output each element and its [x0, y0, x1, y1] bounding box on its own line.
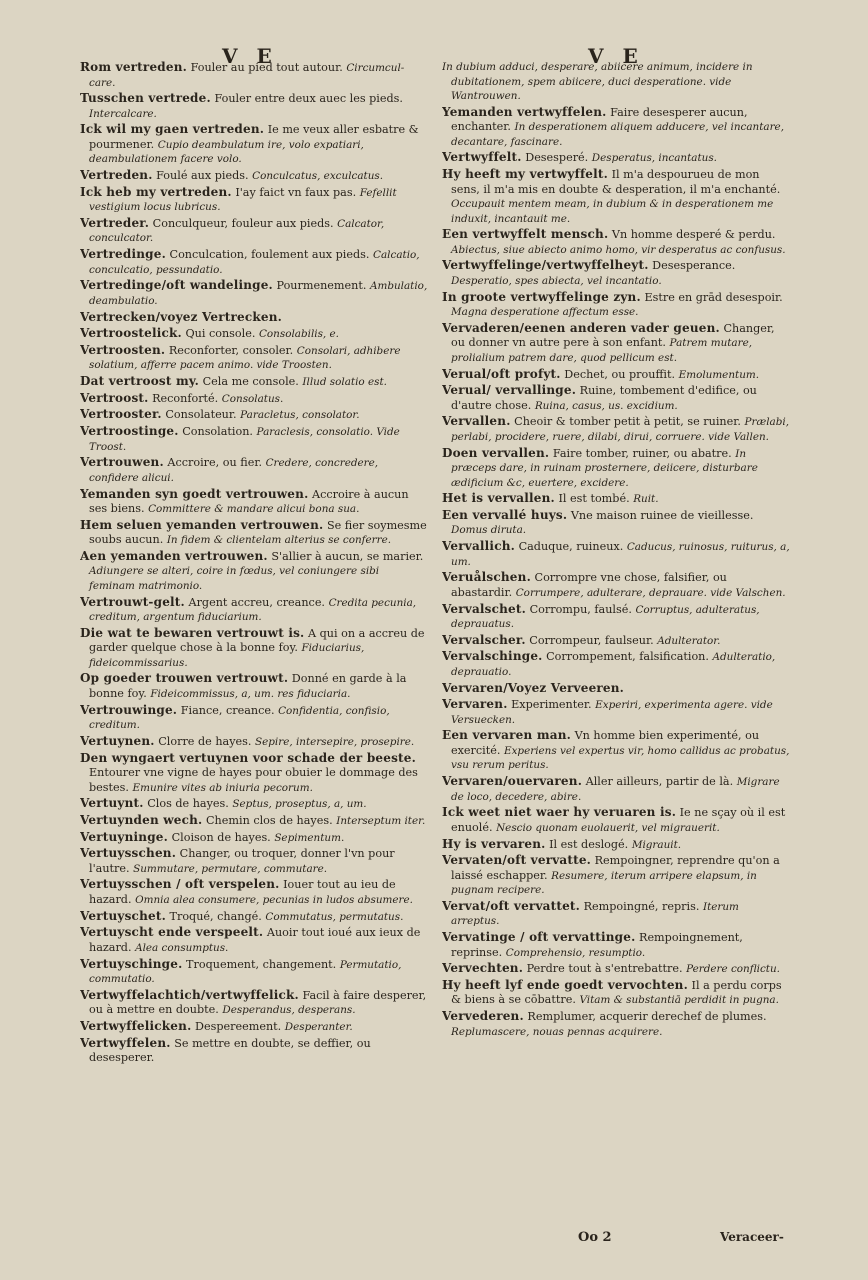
headword: Vertuysschen.	[80, 846, 177, 861]
headword: Vervaren/ouervaren.	[442, 774, 583, 789]
dictionary-entry	[442, 367, 790, 383]
latin-gloss: Omnia alea consumere, pecunias in ludos absumere.	[135, 893, 413, 906]
latin-gloss: Consolatus.	[221, 392, 284, 405]
dictionary-entry	[442, 805, 790, 835]
latin-gloss: Confidentia, confisio, creditum.	[89, 704, 390, 732]
latin-gloss: Emolumentum.	[678, 368, 760, 381]
dictionary-entry	[442, 446, 790, 491]
dictionary-entry	[442, 290, 790, 320]
headword: Vertroost.	[80, 390, 149, 405]
latin-gloss: Migrare de loco, decedere, abire.	[451, 776, 780, 803]
headword: Dat vertroost my.	[80, 374, 200, 389]
french-gloss: Ie ne sçay où il est enuolé.	[451, 806, 786, 834]
dictionary-entry	[442, 539, 790, 569]
dictionary-entry	[80, 671, 428, 701]
headword: Vervatinge / oft vervattinge.	[442, 930, 636, 945]
headword: Vervallen.	[442, 414, 511, 429]
dictionary-entry	[442, 1009, 790, 1039]
latin-gloss: Corrumpere, adulterare, deprauare. vide Valschen.	[515, 586, 786, 599]
latin-gloss: Vitam & substantiā perdidit in pugna.	[579, 994, 779, 1007]
dictionary-entry	[80, 626, 428, 671]
headword: Vertuyscht ende verspeelt.	[80, 925, 264, 940]
dictionary-entry	[80, 549, 428, 594]
latin-gloss: Perdere conflictu.	[686, 963, 780, 976]
latin-gloss: Calcator, conculcator.	[89, 217, 385, 245]
headword: Ick wil my gaen vertreden.	[80, 122, 265, 137]
latin-gloss: Desperandus, desperans.	[222, 1004, 356, 1017]
french-gloss: Experimenter.	[511, 698, 592, 712]
latin-gloss: Credere, concredere, confidere alicui.	[89, 457, 379, 484]
dictionary-entry	[80, 925, 428, 955]
headword: Vervederen.	[442, 1009, 524, 1024]
dictionary-entry	[80, 877, 428, 907]
headword: Vertuynt.	[80, 796, 144, 811]
french-gloss: I'ay faict vn faux pas.	[235, 185, 357, 199]
dictionary-entry	[442, 570, 790, 600]
dictionary-entry	[442, 508, 790, 538]
headword: Vervalscher.	[442, 632, 526, 647]
french-gloss: Troqué, changé.	[169, 909, 262, 923]
headword: Ick heb my vertreden.	[80, 184, 232, 199]
left-column	[80, 60, 428, 1210]
dictionary-entry	[80, 424, 428, 454]
headword: Vervalschinge.	[442, 649, 543, 664]
french-gloss: Foulé aux pieds.	[156, 169, 249, 183]
dictionary-entry	[442, 321, 790, 366]
dictionary-entry	[80, 247, 428, 277]
dictionary-entry	[80, 703, 428, 733]
dictionary-entry	[80, 846, 428, 876]
headword: Veruålschen.	[442, 570, 531, 585]
latin-gloss: Experiens vel expertus vir, homo callidus ac probatus, vsu rerum peritus.	[451, 744, 790, 772]
latin-gloss: Corruptus, adulteratus, deprauatus.	[451, 603, 760, 630]
french-gloss: Il m'a despourueu de mon sens, il m'a mis en doubte & desperation, il m'a enchanté.	[451, 168, 781, 196]
latin-gloss: Ambulatio, deambulatio.	[89, 280, 428, 307]
french-gloss: Vne maison ruinee de vieillesse.	[570, 508, 754, 522]
french-gloss: Changer, ou troquer, donner l'vn pour l'autre.	[89, 847, 395, 875]
headword: Den wyngaert vertuynen voor schade der beeste.	[80, 750, 416, 765]
latin-gloss: Emunire vites ab iniuria pecorum.	[132, 781, 313, 794]
headword: Vertrouwt-gelt.	[80, 594, 185, 609]
french-gloss: Se fier soymesme soubs aucun.	[89, 518, 427, 547]
latin-gloss: Sepire, intersepire, prosepire.	[255, 735, 415, 748]
dictionary-entry	[80, 278, 428, 308]
headword: Vervaren.	[442, 697, 508, 712]
french-gloss: Corrompeur, faulseur.	[529, 633, 654, 647]
dictionary-entry	[80, 326, 428, 342]
headword: Verual/oft profyt.	[442, 366, 561, 381]
latin-gloss: Resumere, iterum arripere elapsum, in pugnam recipere.	[451, 869, 757, 897]
dictionary-entry	[80, 909, 428, 925]
dictionary-entry	[442, 227, 790, 257]
latin-gloss: Circumcul-care.	[89, 62, 405, 89]
french-gloss: Desesperance.	[652, 259, 736, 273]
latin-gloss: Desperatio, spes abiecta, vel incantatio.	[451, 274, 662, 287]
french-gloss: Changer, ou donner vn autre pere à son enfant.	[451, 321, 775, 350]
french-gloss: Donné en garde à la bonne foy.	[89, 672, 407, 700]
dictionary-entry	[442, 383, 790, 413]
dictionary-entry	[80, 796, 428, 812]
french-gloss: Caduque, ruineux.	[518, 540, 624, 554]
latin-gloss: Cupio deambulatum ire, volo expatiari, deambulationem facere volo.	[89, 138, 364, 166]
french-gloss: Vn homme desperé & perdu.	[611, 228, 776, 242]
latin-gloss: Calcatio, conculcatio, pessundatio.	[89, 249, 420, 276]
headword: Vertwyffelinge/vertwyffelheyt.	[442, 258, 649, 273]
dictionary-entry	[442, 414, 790, 444]
french-gloss: Cheoir & tomber petit à petit, se ruiner.	[514, 415, 741, 429]
dictionary-entry	[80, 374, 428, 390]
dictionary-entry	[80, 343, 428, 373]
latin-gloss: Nescio quonam euolauerit, vel migrauerit.	[496, 821, 720, 834]
latin-gloss: Desperanter.	[284, 1020, 353, 1033]
headword: Vervallich.	[442, 539, 515, 554]
french-gloss: Dechet, ou prouffit.	[564, 367, 676, 381]
headword: Hy heeft my vertwyffelt.	[442, 167, 609, 182]
french-gloss: Faire desesperer aucun, enchanter.	[451, 105, 748, 134]
dictionary-entry	[442, 837, 790, 853]
latin-gloss: Committere & mandare alicui bona sua.	[148, 503, 360, 515]
headword: Vertrouwinge.	[80, 702, 178, 717]
latin-gloss: Credita pecunia, creditum, argentum fiduciarium.	[89, 596, 417, 624]
dictionary-entry	[442, 774, 790, 804]
dictionary-entry	[442, 60, 790, 104]
headword: Vertuysschen / oft verspelen.	[80, 877, 280, 892]
headword: Vertroostinge.	[80, 424, 179, 439]
headword: Het is vervallen.	[442, 491, 555, 506]
dictionary-entry	[442, 167, 790, 226]
latin-gloss: Septus, proseptus, a, um.	[232, 798, 367, 811]
french-gloss: Reconforter, consoler.	[168, 343, 294, 357]
headword: Vervechten.	[442, 961, 524, 976]
headword: Tusschen vertrede.	[80, 91, 211, 106]
running-head-right: V E	[588, 44, 644, 68]
running-head-left: V E	[222, 44, 278, 68]
headword: Een vertwyffelt mensch.	[442, 227, 609, 242]
french-gloss: Conculqueur, fouleur aux pieds.	[152, 216, 334, 230]
right-column	[442, 60, 790, 1210]
latin-gloss: Caducus, ruinosus, ruiturus, a, um.	[451, 541, 790, 568]
latin-gloss: Abiectus, siue abiecto animo homo, vir desperatus ac confusus.	[451, 243, 786, 256]
dictionary-entry	[80, 1036, 428, 1066]
latin-gloss: Commutatus, permutatus.	[265, 910, 404, 923]
french-gloss: Troquement, changement.	[186, 957, 337, 971]
french-gloss: Cloison de hayes.	[171, 830, 271, 844]
headword: Vervaren/Voyez Verveeren.	[442, 680, 625, 695]
dictionary-entry	[80, 91, 428, 121]
latin-gloss: Fiduciarius, fideicommissarius.	[89, 642, 365, 669]
french-gloss: Il a perdu corps & biens à se cōbattre.	[451, 978, 782, 1007]
dictionary-entry	[80, 518, 428, 548]
dictionary-entry	[80, 407, 428, 423]
french-gloss: Faire tomber, ruiner, ou abatre.	[552, 446, 732, 460]
dictionary-entry	[80, 830, 428, 846]
dictionary-entry	[80, 310, 428, 326]
dictionary-entry	[80, 751, 428, 796]
latin-gloss: In fidem & clientelam alterius se conferre.	[166, 534, 392, 547]
dictionary-entry	[80, 122, 428, 167]
dictionary-entry	[80, 813, 428, 829]
latin-gloss: Magna desperatione affectum esse.	[451, 306, 639, 319]
headword: Vertuyninge.	[80, 829, 169, 844]
headword: Vertwyffelen.	[80, 1035, 171, 1050]
latin-gloss: Permutatio, commutatio.	[89, 958, 402, 985]
french-gloss: Corrompement, falsification.	[546, 650, 709, 664]
french-gloss: Conculcation, foulement aux pieds.	[169, 248, 370, 262]
latin-gloss: Experiri, experimenta agere. vide Versuecken.	[451, 699, 773, 726]
dictionary-entry	[442, 150, 790, 166]
french-gloss: Auoir tout ioué aux ieux de hazard.	[89, 926, 421, 954]
headword: In groote vertwyffelinge zyn.	[442, 289, 641, 304]
french-gloss: Il est deslogé.	[549, 837, 629, 851]
french-gloss: Argent accreu, creance.	[188, 595, 325, 609]
dictionary-entry	[442, 258, 790, 288]
dictionary-entry	[80, 988, 428, 1018]
latin-gloss: Summutare, permutare, commutare.	[133, 862, 328, 875]
dictionary-entry	[442, 899, 790, 929]
french-gloss: Clorre de hayes.	[158, 734, 252, 748]
headword: Vertredinge.	[80, 247, 166, 262]
dictionary-entry	[442, 930, 790, 960]
french-gloss: Vn homme bien experimenté, ou exercité.	[451, 729, 760, 757]
headword: Vertrouwen.	[80, 455, 164, 470]
dictionary-entry	[80, 734, 428, 750]
headword: Vertwyffelicken.	[80, 1018, 192, 1033]
headword: Een vervallé huys.	[442, 507, 568, 522]
dictionary-entry	[442, 728, 790, 773]
headword: Die wat te bewaren vertrouwt is.	[80, 625, 305, 640]
headword: Vertuynden wech.	[80, 812, 203, 827]
headword: Vertwyffelachtich/vertwyffelick.	[80, 987, 299, 1002]
latin-gloss: Adulteratio, deprauatio.	[451, 651, 776, 678]
french-gloss: Remplumer, acquerir derechef de plumes.	[527, 1010, 767, 1024]
headword: Vertuyschet.	[80, 908, 166, 923]
headword: Vertroostelick.	[80, 326, 182, 341]
dictionary-entry	[442, 602, 790, 632]
french-gloss: Rempoingné, repris.	[583, 899, 700, 913]
dictionary-entry	[442, 853, 790, 898]
dictionary-entry	[442, 961, 790, 977]
french-gloss: Fouler entre deux auec les pieds.	[214, 92, 403, 106]
headword: Hy heeft lyf ende goedt vervochten.	[442, 977, 688, 992]
latin-gloss: Adiungere se alteri, coire in fœdus, vel coniungere sibi feminam matrimonio.	[89, 565, 380, 592]
dictionary-entry	[442, 978, 790, 1008]
latin-gloss: Illud solatio est.	[302, 376, 387, 389]
headword: Vertuynen.	[80, 733, 155, 748]
headword: Vervaten/oft vervatte.	[442, 853, 592, 868]
french-gloss: Facil à faire desperer, ou à mettre en doubte.	[89, 988, 427, 1017]
signature-mark: Oo 2	[578, 1230, 612, 1245]
french-gloss: Corrompre vne chose, falsifier, ou abastardir.	[451, 571, 727, 599]
latin-gloss: Interseptum iter.	[336, 814, 426, 827]
dictionary-entry	[80, 595, 428, 625]
latin-gloss: Intercalcare.	[89, 107, 157, 120]
french-gloss: Qui console.	[185, 327, 256, 341]
french-gloss: Estre en grād desespoir.	[644, 290, 783, 304]
latin-gloss: Patrem mutare, prolialium patrem dare, quod pellicum est.	[451, 337, 753, 364]
latin-gloss: Fefellit vestigium locus lubricus.	[89, 186, 397, 214]
french-gloss: Fiance, creance.	[180, 703, 275, 717]
latin-gloss: Comprehensio, resumptio.	[505, 946, 646, 959]
headword: Vervaderen/eenen anderen vader geuen.	[442, 320, 720, 335]
latin-gloss: Adulterator.	[657, 634, 721, 647]
dictionary-entry	[442, 105, 790, 150]
headword: Vertrecken/voyez Vertrecken.	[80, 309, 283, 324]
latin-gloss: Consolabilis, e.	[258, 328, 339, 341]
headword: Vertwyffelt.	[442, 150, 522, 165]
latin-gloss: Sepimentum.	[274, 831, 345, 844]
french-gloss: Iouer tout au ieu de hazard.	[89, 878, 396, 906]
french-gloss: Se mettre en doubte, se deffier, ou desesperer.	[89, 1036, 371, 1065]
headword: Vertuyschinge.	[80, 956, 183, 971]
french-gloss: Rempoingnement, reprinse.	[451, 931, 743, 959]
latin-gloss: Alea consumptus.	[135, 941, 229, 954]
latin-gloss: Ruina, casus, us. excidium.	[534, 399, 678, 412]
latin-gloss: Conculcatus, exculcatus.	[252, 170, 384, 183]
dictionary-entry	[80, 455, 428, 485]
french-gloss: Consolation.	[182, 425, 253, 439]
latin-gloss: Migrauit.	[631, 838, 682, 851]
headword: Rom vertreden.	[80, 60, 188, 74]
headword: Vervat/oft vervattet.	[442, 898, 581, 913]
latin-gloss: Paraclesis, consolatio. Vide Troost.	[89, 426, 400, 453]
french-gloss: Ruine, tombement d'edifice, ou d'autre chose.	[451, 384, 757, 412]
headword: Vertreden.	[80, 168, 153, 183]
dictionary-entry	[442, 491, 790, 507]
french-gloss: Cela me console.	[202, 375, 299, 389]
headword: Aen yemanden vertrouwen.	[80, 548, 268, 563]
french-gloss: Clos de hayes.	[147, 797, 229, 811]
french-gloss: Aller ailleurs, partir de là.	[585, 775, 734, 789]
latin-gloss: In dubium adduci, desperare, abiicere animum, incidere in dubitationem, spem abiicere, duci desperatione. vide Wantrouwen.	[442, 61, 753, 102]
latin-gloss: In desperationem aliquem adducere, vel incantare, decantare, fascinare.	[451, 121, 785, 148]
headword: Vertredinge/oft wandelinge.	[80, 278, 273, 293]
dictionary-entry	[80, 487, 428, 517]
latin-gloss: Occupauit mentem meam, in dubium & in desperationem me induxit, incantauit me.	[451, 198, 774, 225]
french-gloss: Desesperé.	[525, 151, 589, 165]
dictionary-entry	[442, 681, 790, 697]
french-gloss: S'allier à aucun, se marier.	[271, 549, 424, 563]
headword: Hem seluen yemanden vertrouwen.	[80, 517, 324, 532]
dictionary-entry	[80, 60, 428, 90]
dictionary-entry	[442, 633, 790, 649]
dictionary-entry	[80, 168, 428, 184]
french-gloss: Pourmenement.	[276, 279, 367, 293]
latin-gloss: Consolari, adhibere solatium, afferre pacem animo. vide Troosten.	[89, 344, 401, 372]
french-gloss: Fouler au pied tout autour.	[190, 61, 343, 74]
dictionary-entry	[80, 957, 428, 987]
french-gloss: Accroire, ou fier.	[167, 456, 262, 470]
french-gloss: Accroire à aucun ses biens.	[89, 487, 409, 515]
catchword: Veraceer-	[720, 1230, 784, 1244]
french-gloss: Perdre tout à s'entrebattre.	[526, 962, 683, 976]
french-gloss: Entourer vne vigne de hayes pour obuier le dommage des bestes.	[89, 766, 418, 794]
french-gloss: Chemin clos de hayes.	[206, 813, 333, 827]
headword: Op goeder trouwen vertrouwt.	[80, 671, 289, 686]
dictionary-entry	[442, 649, 790, 679]
latin-gloss: Fideicommissus, a, um. res fiduciaria.	[150, 687, 351, 700]
dictionary-entry	[442, 697, 790, 727]
latin-gloss: Replumascere, nouas pennas acquirere.	[451, 1025, 663, 1038]
dictionary-entry	[80, 185, 428, 215]
headword: Verual/ vervallinge.	[442, 383, 577, 398]
latin-gloss: Ruit.	[633, 493, 659, 506]
headword: Ick weet niet waer hy veruaren is.	[442, 805, 677, 820]
french-gloss: Ie me veux aller esbatre & pourmener.	[89, 123, 419, 151]
french-gloss: Consolateur.	[165, 408, 237, 422]
french-gloss: Despereement.	[195, 1019, 282, 1033]
headword: Yemanden vertwyffelen.	[442, 104, 607, 119]
dictionary-entry	[80, 1019, 428, 1035]
headword: Vervalschet.	[442, 601, 527, 616]
headword: Doen vervallen.	[442, 445, 550, 460]
headword: Hy is vervaren.	[442, 836, 546, 851]
latin-gloss: Prælabi, perlabi, procidere, ruere, dilabi, dirui, corruere. vide Vallen.	[451, 416, 790, 443]
headword: Yemanden syn goedt vertrouwen.	[80, 486, 309, 501]
latin-gloss: Paracletus, consolator.	[240, 409, 360, 422]
headword: Vertrooster.	[80, 407, 162, 422]
french-gloss: A qui on a accreu de garder quelque chose à la bonne foy.	[89, 626, 425, 655]
headword: Een vervaren man.	[442, 728, 571, 743]
latin-gloss: Domus diruta.	[451, 524, 527, 537]
french-gloss: Rempoingner, reprendre qu'on a laissé eschapper.	[451, 854, 780, 882]
latin-gloss: Iterum arreptus.	[451, 900, 739, 928]
headword: Vertreder.	[80, 215, 150, 230]
french-gloss: Reconforté.	[152, 391, 219, 405]
french-gloss: Il est tombé.	[558, 492, 630, 506]
headword: Vertroosten.	[80, 342, 166, 357]
latin-gloss: In præceps dare, in ruinam prosternere, deiicere, disturbare ædificium &c, euertere, excidere.	[451, 447, 758, 489]
dictionary-entry	[80, 216, 428, 246]
latin-gloss: Desperatus, incantatus.	[591, 152, 717, 165]
dictionary-entry	[80, 391, 428, 407]
french-gloss: Corrompu, faulsé.	[529, 602, 632, 616]
